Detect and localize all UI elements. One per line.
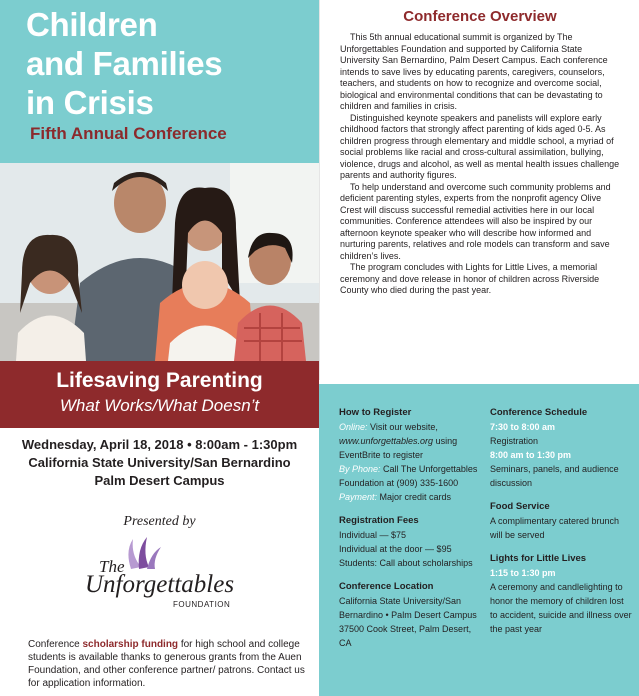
schedule-heading: Conference Schedule [490,407,588,418]
overview-body [340,32,622,297]
event-venue-line-2: Palm Desert Campus [94,473,225,488]
fees-heading: Registration Fees [339,515,419,526]
logo-name: Unforgettables [85,571,235,598]
overview-paragraph: This 5th annual educational summit is organized by The Unforgettables Foundation and supported by California State University San Bernardino, Palm Desert Campus. Each conference intends to save lives by educating parents, caregivers, counselors, teachers, and students on how to recognize and overcome social, biological and environmental conditions that can be devastating to children and families in crisis. [340,32,608,111]
family-photo [0,163,319,361]
online-label: Online: [339,422,368,432]
overview-paragraph: To help understand and overcome such community problems and deficient parenting styles, experts from the nonprofit agency Olive Crest will discuss successful remedial activities here in our local communities. Conference attendees will also be inspired by our afternoon keynote speaker who will describe how informed and nurturing parents, relatives and role models can transform and save children’s lives. [340,181,611,261]
banner-subtitle: What Works/What Doesn’t [59,396,260,415]
unforgettables-logo [85,537,245,609]
schedule-text-2: Seminars, panels, and audience discussion [490,464,619,488]
logo-the: The [99,557,125,576]
scholarship-after: for high school and college students is available thanks to generous grants from the Auen Foundation, and other conference partner/ patrons. Contact us for application information. [28,639,305,689]
fee-line: Students: Call about scholarships [339,558,473,568]
register-phone [339,462,484,490]
schedule-time-2: 8:00 am to 1:30 pm [490,450,572,460]
event-details [0,436,319,490]
conference-subtitle: Fifth Annual Conference [30,124,227,143]
event-venue-line-1: California State University/San Bernardino [28,455,291,470]
overview-paragraph: The program concludes with Lights for Little Lives, a memorial ceremony and dove release in honor of children across Riverside County who died during the past year. [340,262,600,295]
fee-line: Individual at the door — $95 [339,544,452,554]
scholarship-note [28,638,314,690]
payment-label: Payment: [339,492,378,502]
left-panel [0,0,319,696]
overview-title: Conference Overview [403,8,557,25]
title-line-2: and Families [26,45,223,82]
title-line-3: in Crisis [26,84,154,121]
scholarship-before: Conference [28,639,83,650]
fee-line: Individual — $75 [339,530,407,540]
phone-label: By Phone: [339,464,381,474]
lights-heading: Lights for Little Lives [490,553,587,564]
location-line: 37500 Cook Street, Palm Desert, CA [339,624,472,648]
lights-text: A ceremony and candlelighting to honor the memory of children lost to accident, suicide and illness over the past year [490,582,632,634]
right-panel [319,0,639,696]
food-text: A complimentary catered brunch will be served [490,516,620,540]
family-photo-illustration [0,163,319,361]
schedule-text-1: Registration [490,436,539,446]
payment-text: Major credit cards [377,492,452,502]
register-heading: How to Register [339,407,412,418]
food-heading: Food Service [490,501,550,512]
banner-title: Lifesaving Parenting [56,369,263,392]
location-line: California State University/San Bernardino • Palm Desert Campus [339,596,477,620]
flame-icon [123,537,163,571]
conference-overview [319,0,639,380]
schedule-time-1: 7:30 to 8:00 am [490,422,556,432]
conference-title [26,5,311,122]
overview-paragraph: Distinguished keynote speakers and panelists will explore early childhood factors that strongly affect parenting of kids aged 0-5. As children progress through elementary and middle school, a myriad of social problems like racial and cross-cultural assimilation, bullying, violence, drugs and alcohol, as well as mental health issues challenge parents and authority figures. [340,112,620,180]
title-band [0,0,319,163]
title-line-1: Children [26,6,158,43]
website-link[interactable]: www.unforgettables.org [339,436,434,446]
online-text: Visit our website, [367,422,438,432]
theme-banner [0,361,319,428]
presented-by-label: Presented by [123,514,196,529]
website-after: using EventBrite to register [339,436,458,460]
lights-time: 1:15 to 1:30 pm [490,568,556,578]
location-heading: Conference Location [339,581,434,592]
info-right-column [490,406,632,636]
scholarship-highlight: scholarship funding [82,639,179,650]
info-panel [319,384,639,696]
logo-foundation: FOUNDATION [173,600,231,609]
register-payment [339,490,484,504]
info-left-column [339,406,484,650]
register-online [339,420,484,462]
event-date: Wednesday, April 18, 2018 • 8:00am - 1:30pm [21,437,298,452]
phone-text: Call The Unforgettables Foundation at (909) 335-1600 [339,464,478,488]
